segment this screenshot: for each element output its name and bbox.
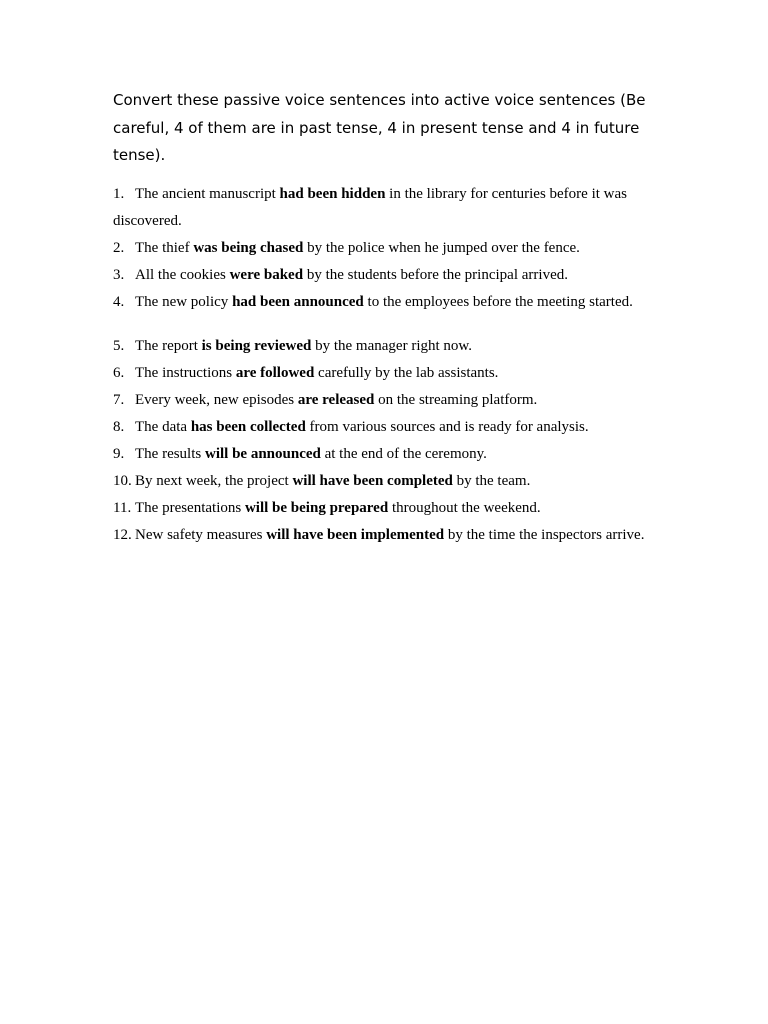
sentence-text: The instructions <box>135 364 236 381</box>
list-item <box>113 468 658 495</box>
sentence-text: The presentations <box>135 499 245 516</box>
list-item <box>113 414 658 441</box>
sentence-text: New safety measures <box>135 526 267 543</box>
passive-verb: will have been completed <box>292 472 453 489</box>
item-number: 1. <box>113 185 125 202</box>
sentence-text: from various sources and is ready for analysis. <box>305 418 589 435</box>
passive-verb: had been hidden <box>279 185 386 202</box>
list-item <box>113 387 658 414</box>
sentence-text: The thief <box>135 239 194 256</box>
list-item <box>113 522 658 549</box>
passive-verb: are followed <box>235 364 315 381</box>
passive-verb: were baked <box>229 266 304 283</box>
passive-verb: will be being prepared <box>244 499 389 516</box>
sentence-text: at the end of the ceremony. <box>320 445 487 462</box>
sentence-text: in the library for centuries before it was discovered. <box>113 185 627 229</box>
item-number: 5. <box>113 337 125 354</box>
sentence-text: throughout the weekend. <box>388 499 541 516</box>
sentence-text: The ancient manuscript <box>135 185 280 202</box>
sentence-text: to the employees before the meeting started. <box>363 293 633 310</box>
item-number: 12. <box>113 526 132 543</box>
list-item <box>113 289 658 316</box>
list-item <box>113 441 658 468</box>
item-number: 9. <box>113 445 125 462</box>
passive-verb: was being chased <box>193 239 304 256</box>
sentence-text: The data <box>135 418 191 435</box>
sentence-text: The results <box>135 445 205 462</box>
item-number: 6. <box>113 364 125 381</box>
passive-verb: will be announced <box>204 445 321 462</box>
passive-verb: is being reviewed <box>201 337 312 354</box>
sentence-text: by the time the inspectors arrive. <box>444 526 645 543</box>
sentence-text: The report <box>135 337 202 354</box>
list-item <box>113 181 658 235</box>
item-number: 2. <box>113 239 125 256</box>
instructions-paragraph: Convert these passive voice sentences into active voice sentences (Be careful, 4 of them are in past tense, 4 in present tense and 4 in future tense). <box>113 91 646 164</box>
passive-verb: had been announced <box>232 293 364 310</box>
list-item <box>113 235 658 262</box>
list-item <box>113 333 658 360</box>
passive-verb: are released <box>297 391 375 408</box>
sentence-text: by the police when he jumped over the fence. <box>303 239 580 256</box>
item-number: 4. <box>113 293 125 310</box>
sentence-text: Every week, new episodes <box>135 391 298 408</box>
sentence-text: The new policy <box>135 293 233 310</box>
item-number: 11. <box>113 499 132 516</box>
item-number: 8. <box>113 418 125 435</box>
item-number: 3. <box>113 266 125 283</box>
list-item <box>113 495 658 522</box>
item-number: 7. <box>113 391 125 408</box>
passive-verb: will have been implemented <box>266 526 445 543</box>
sentence-text: on the streaming platform. <box>374 391 538 408</box>
exercise-list <box>113 181 658 549</box>
list-item <box>113 360 658 387</box>
sentence-text: All the cookies <box>135 266 230 283</box>
list-item <box>113 262 658 289</box>
item-number: 10. <box>113 472 132 489</box>
sentence-text: by the team. <box>452 472 531 489</box>
sentence-text: by the manager right now. <box>311 337 473 354</box>
sentence-text: by the students before the principal arrived. <box>303 266 568 283</box>
sentence-text: carefully by the lab assistants. <box>314 364 499 381</box>
passive-verb: has been collected <box>190 418 306 435</box>
document-page <box>113 87 658 549</box>
sentence-text: By next week, the project <box>135 472 293 489</box>
